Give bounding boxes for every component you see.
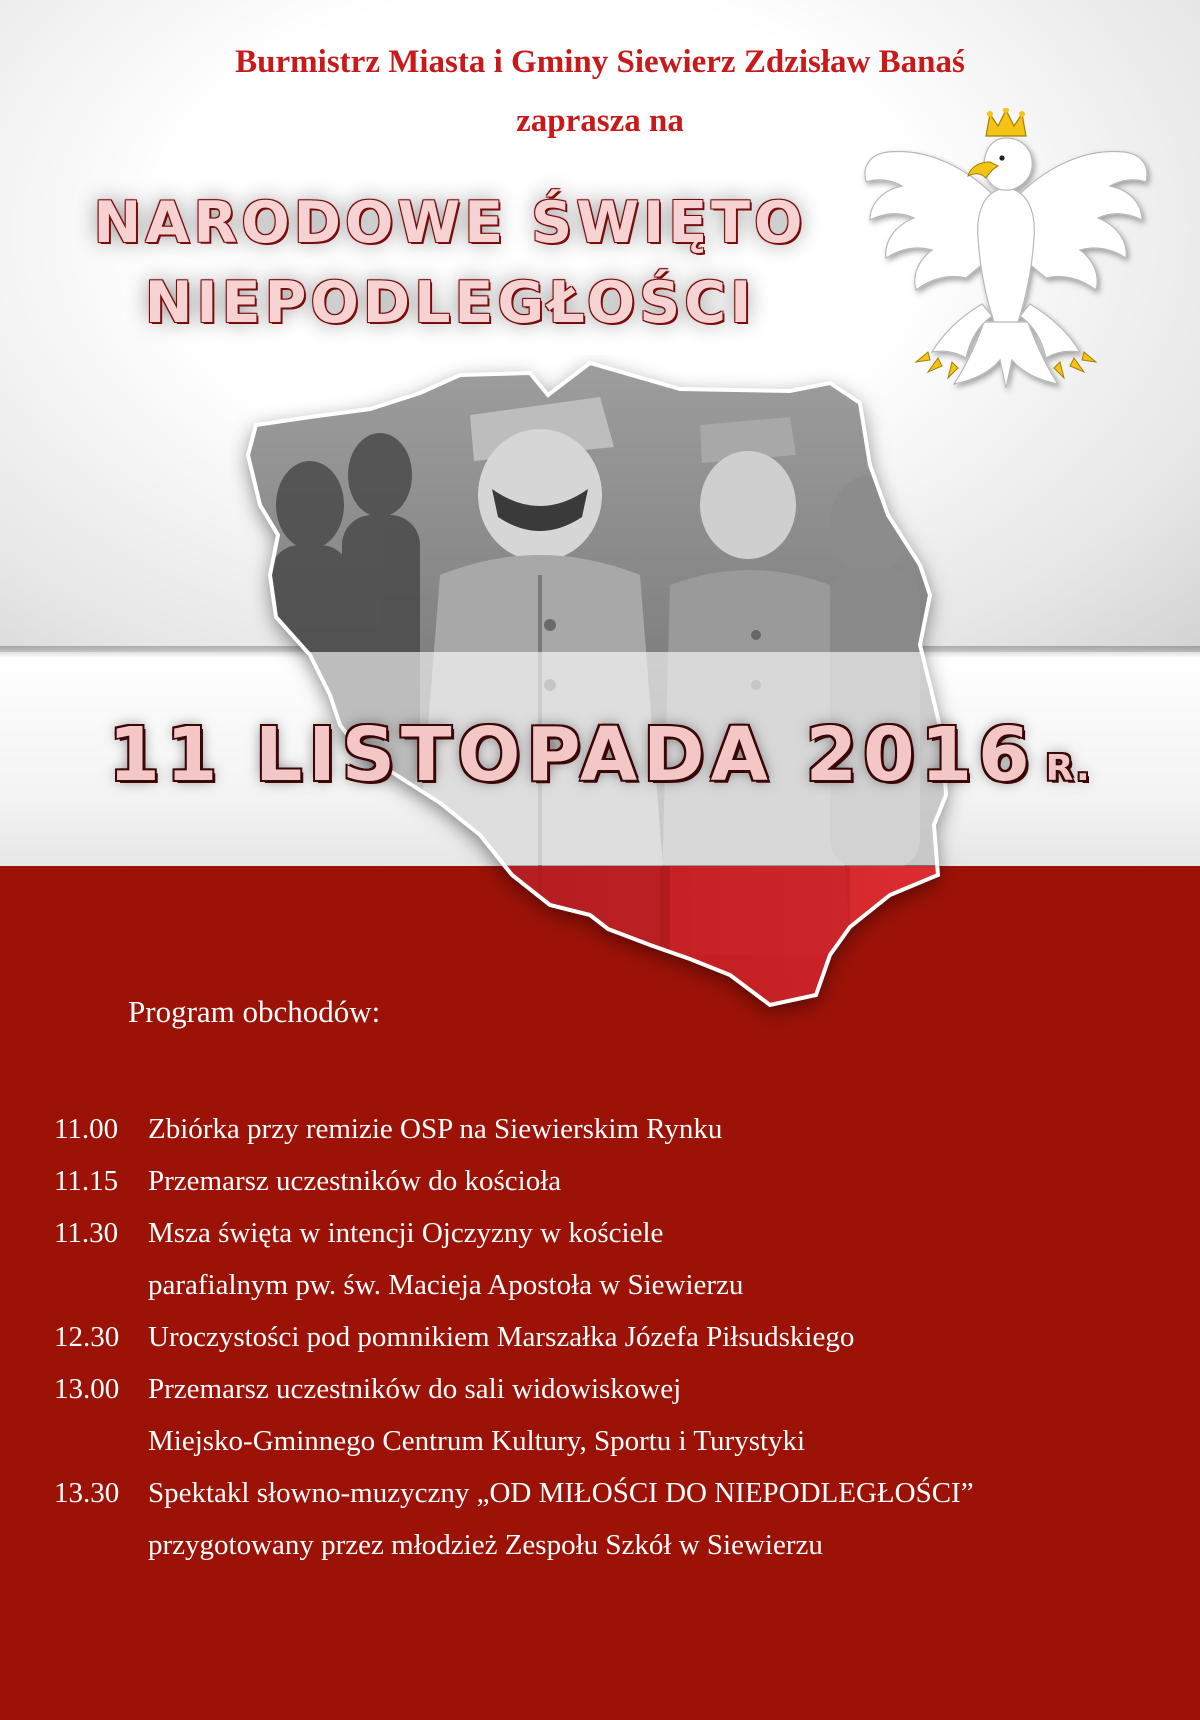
program-description-continued: parafialnym pw. św. Macieja Apostoła w Siewierzu: [148, 1269, 744, 1301]
program-time: 13.30: [54, 1477, 120, 1509]
event-date: [0, 712, 1200, 798]
program-item: [54, 1467, 1184, 1571]
event-title-line-2: NIEPODLEGŁOŚCI: [144, 270, 756, 336]
program-time: 13.00: [54, 1373, 120, 1405]
program-time: 11.00: [54, 1113, 119, 1145]
program-item: [54, 1155, 1184, 1207]
program-time: 12.30: [54, 1321, 120, 1353]
program-item: [54, 1207, 1184, 1311]
program-description-continued: przygotowany przez młodzież Zespołu Szkół w Siewierzu: [148, 1529, 823, 1561]
program-description: Przemarsz uczestników do kościoła: [148, 1165, 562, 1197]
event-title-line-1: NARODOWE ŚWIĘTO: [93, 190, 807, 256]
event-date-suffix: R.: [1045, 748, 1092, 789]
program-description: Spektakl słowno-muzyczny „OD MIŁOŚCI DO NIEPODLEGŁOŚCI”: [148, 1477, 974, 1509]
program-description: Uroczystości pod pomnikiem Marszałka Józefa Piłsudskiego: [148, 1321, 855, 1353]
program-description-continued: Miejsko-Gminnego Centrum Kultury, Sportu i Turystyki: [148, 1425, 806, 1457]
program-description: Zbiórka przy remizie OSP na Siewierskim Rynku: [148, 1113, 723, 1145]
program-description: Przemarsz uczestników do sali widowiskowej: [148, 1373, 682, 1405]
program-time: 11.15: [54, 1165, 119, 1197]
program-item: [54, 1103, 1184, 1155]
program-time: 11.30: [54, 1217, 119, 1249]
program-description: Msza święta w intencji Ojczyzny w kościele: [148, 1217, 664, 1249]
program-item: [54, 1363, 1184, 1467]
poland-map-icon: [230, 355, 1010, 1055]
event-date-text: 11 LISTOPADA 2016: [108, 712, 1036, 798]
program-list: [54, 1103, 1184, 1571]
program-item: [54, 1311, 1184, 1363]
program-heading: Program obchodów:: [128, 994, 381, 1029]
organizer-line: Burmistrz Miasta i Gminy Siewierz Zdzisław Banaś: [235, 44, 965, 80]
invite-line: zaprasza na: [516, 103, 684, 139]
